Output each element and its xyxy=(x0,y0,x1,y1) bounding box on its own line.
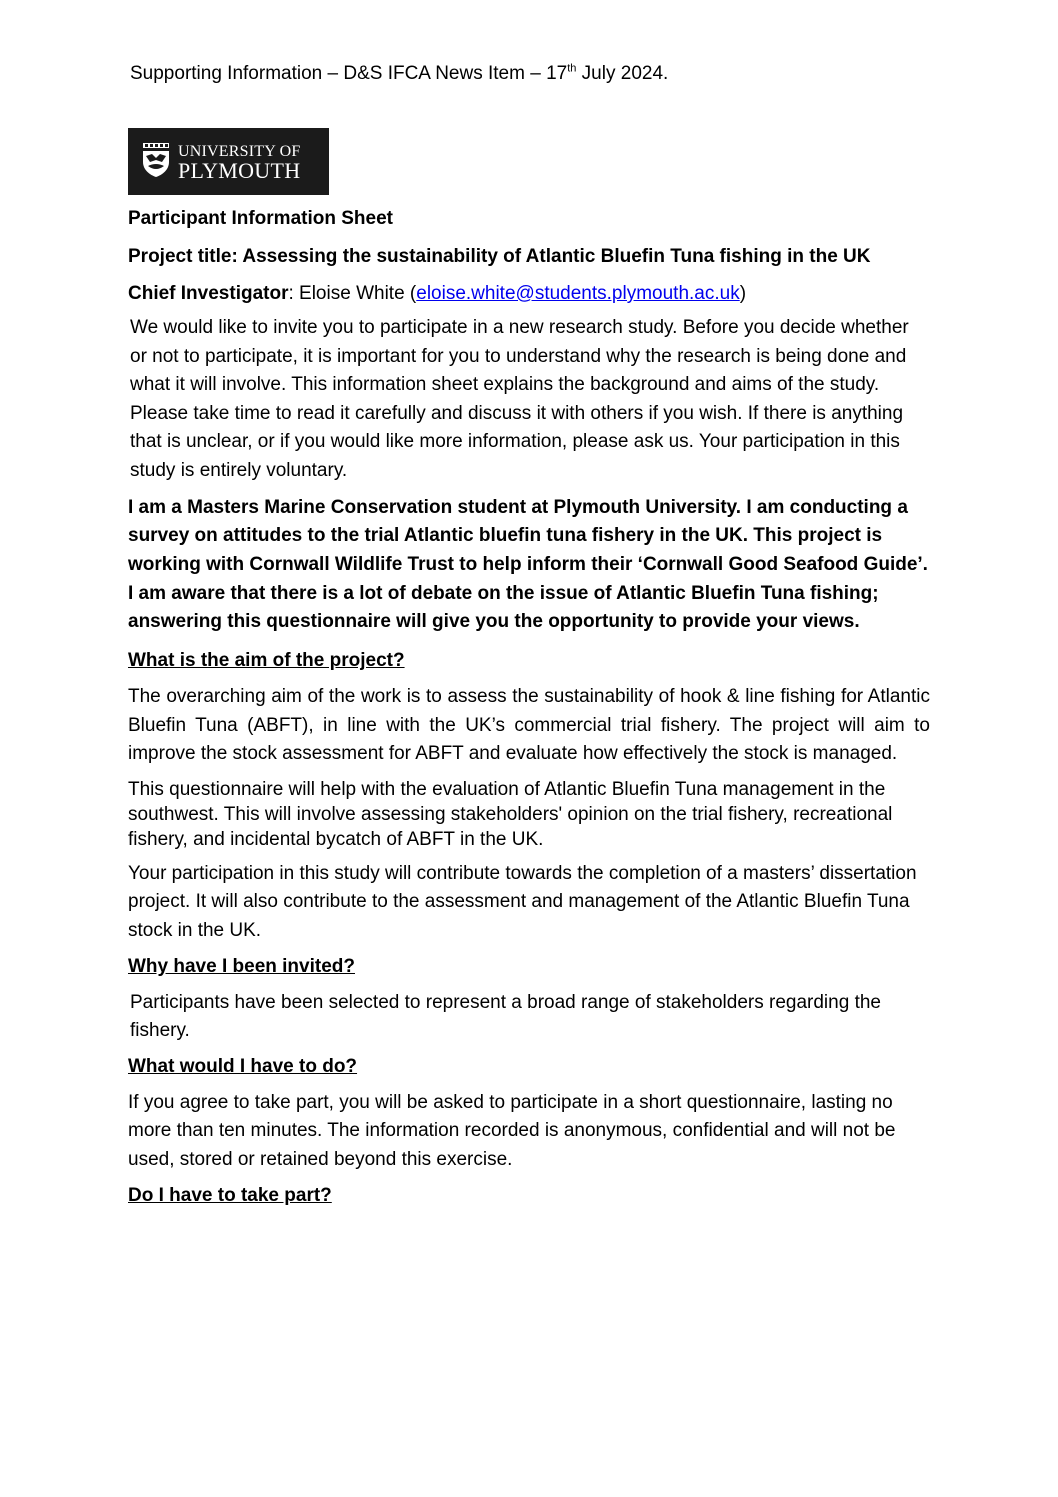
header-superscript: th xyxy=(567,62,577,75)
heading-take-part: Do I have to take part? xyxy=(128,1184,332,1206)
chief-investigator-close: ) xyxy=(739,283,747,304)
chief-investigator-name: : Eloise White ( xyxy=(288,283,417,304)
aim-paragraph-3: Your participation in this study will contribute towards the completion of a masters’ dissertation project. It will also contribute to the assessment and management of the Atlantic Bluefin Tuna stock in the UK. xyxy=(128,862,917,942)
investigator-email-link[interactable]: eloise.white@students.plymouth.ac.uk xyxy=(416,283,740,304)
university-logo xyxy=(128,128,329,195)
logo-line-2: PLYMOUTH xyxy=(178,158,301,183)
logo-line-1: UNIVERSITY OF xyxy=(178,143,301,160)
document-body xyxy=(128,205,930,1218)
heading-what-to-do: What would I have to do? xyxy=(128,1055,358,1077)
aim-paragraph-2: This questionnaire will help with the evaluation of Atlantic Bluefin Tuna management in the southwest. This will involve assessing stakeholders' opinion on the trial fishery, recreational fishery, and incidental bycatch of ABFT in the UK. xyxy=(128,778,893,850)
chief-investigator xyxy=(128,280,930,308)
header-prefix: Supporting Information – D&S IFCA News Item – 17 xyxy=(130,63,568,84)
university-crest-icon xyxy=(142,142,170,178)
header-suffix: July 2024. xyxy=(576,63,669,84)
invited-paragraph: Participants have been selected to represent a broad range of stakeholders regarding the fishery. xyxy=(130,991,881,1042)
university-wordmark xyxy=(178,142,301,183)
supporting-info-header xyxy=(130,62,668,86)
heading-project-aim: What is the aim of the project? xyxy=(128,650,405,672)
invitation-paragraph: We would like to invite you to participate in a new research study. Before you decide whether or not to participate, it is important for you to understand why the research is being done and what it will involve. This information sheet explains the background and aims of the study. Please take time to read it carefully and discuss it with others if you wish. If there is anything that is unclear, or if you would like more information, please ask us. Your participation in this study is entirely voluntary. xyxy=(130,317,909,481)
aim-paragraph-1: The overarching aim of the work is to assess the sustainability of hook & line fishing for Atlantic Bluefin Tuna (ABFT), in line with the UK’s commercial trial fishery. The project will aim to improve the stock assessment for ABFT and evaluate how effectively the stock is managed. xyxy=(128,686,930,765)
intro-statement: I am a Masters Marine Conservation student at Plymouth University. I am conducting a survey on attitudes to the trial Atlantic bluefin tuna fishery in the UK. This project is working with Cornwall Wildlife Trust to help inform their ‘Cornwall Good Seafood Guide’. I am aware that there is a lot of debate on the issue of Atlantic Bluefin Tuna fishing; answering this questionnaire will give you the opportunity to provide your views. xyxy=(128,496,928,633)
chief-investigator-label: Chief Investigator xyxy=(128,283,289,304)
heading-why-invited: Why have I been invited? xyxy=(128,955,355,977)
what-to-do-paragraph: If you agree to take part, you will be asked to participate in a short questionnaire, lasting no more than ten minutes. The information recorded is anonymous, confidential and will not be used, stored or retained beyond this exercise. xyxy=(128,1091,896,1171)
project-title: Project title: Assessing the sustainability of Atlantic Bluefin Tuna fishing in the UK xyxy=(128,246,871,267)
sheet-title: Participant Information Sheet xyxy=(128,208,393,229)
